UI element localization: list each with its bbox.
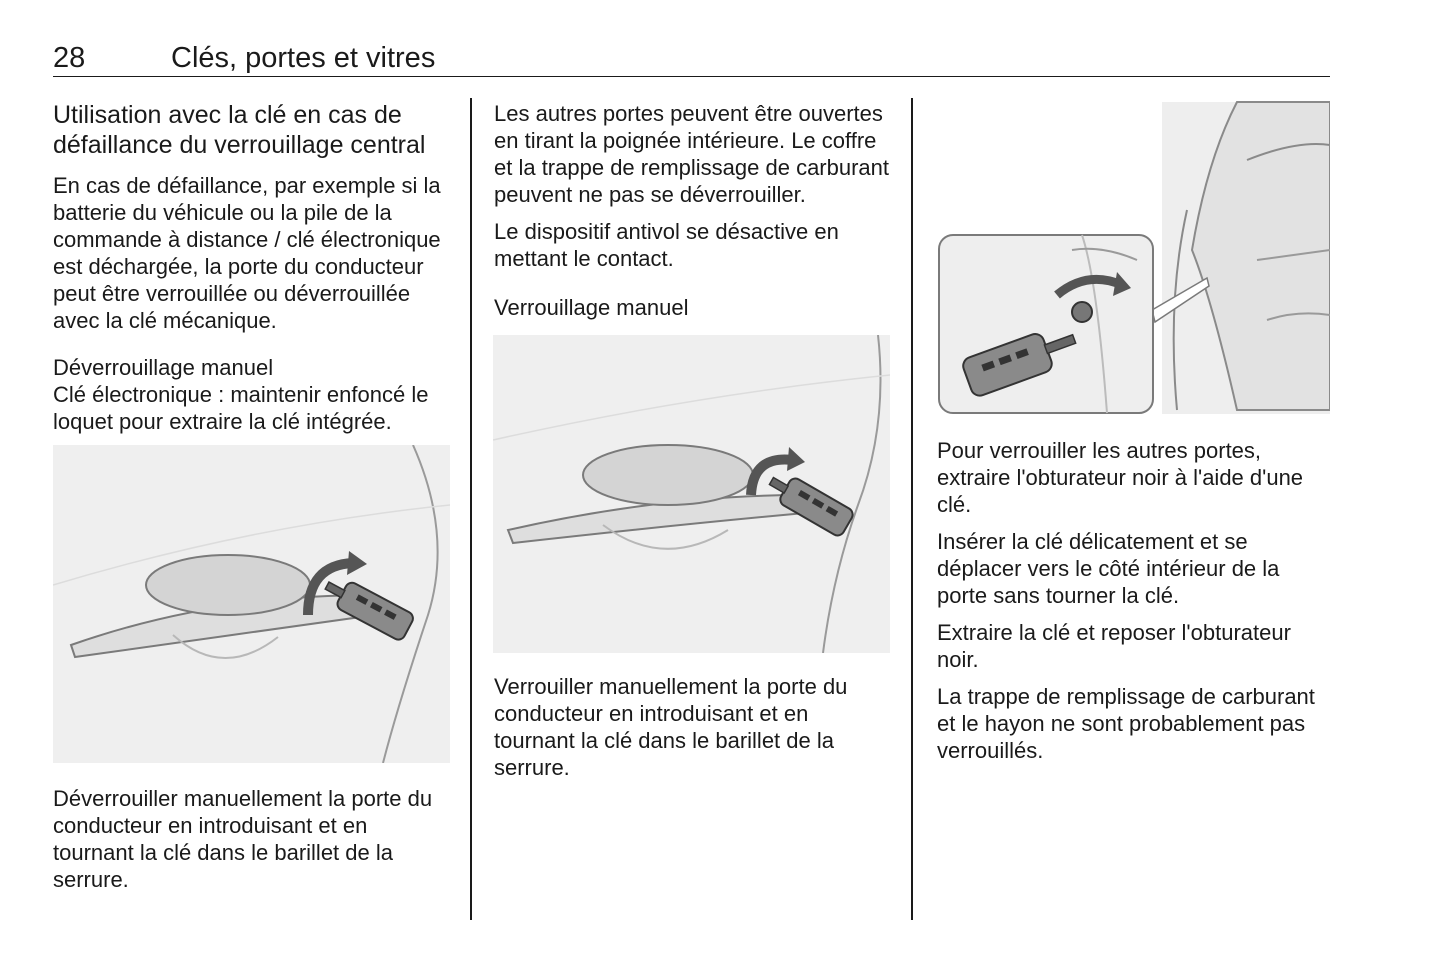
lock-caption: Verrouiller manuellement la porte du conducteur en introduisant et en tournant la clé dans le barillet de la serrure. xyxy=(494,674,848,780)
column-divider-left xyxy=(470,98,472,920)
key-instructions: Clé électronique : maintenir enfoncé le loquet pour extraire la clé intégrée. xyxy=(53,382,429,434)
unlock-illustration xyxy=(53,445,450,763)
column-divider-right xyxy=(911,98,913,920)
page-number: 28 xyxy=(53,42,86,74)
antitheft-paragraph: Le dispositif antivol se désactive en mettant le contact. xyxy=(494,219,839,271)
page-header xyxy=(53,40,1330,77)
column-3 xyxy=(937,100,1332,774)
lock-drawing xyxy=(493,335,890,653)
chapter-title: Clés, portes et vitres xyxy=(171,42,436,74)
cover-paragraph-1: Pour verrouiller les autres portes, extraire l'obturateur noir à l'aide d'une clé. xyxy=(937,438,1304,517)
column-1 xyxy=(53,100,450,903)
lock-illustration xyxy=(493,335,890,653)
unlock-drawing xyxy=(53,445,450,763)
cover-drawing xyxy=(937,100,1330,415)
subheading-lock: Verrouillage manuel xyxy=(494,295,689,320)
column-2 xyxy=(494,100,891,791)
cover-paragraph-4: La trappe de remplissage de carburant et le hayon ne sont probablement pas verrouillés. xyxy=(937,684,1315,763)
intro-paragraph: En cas de défaillance, par exemple si la batterie du véhicule ou la pile de la commande à distance / clé électronique est déchargée, la porte du conducteur peut être verrouillée ou déverrouillée avec la clé mécanique. xyxy=(53,173,441,333)
cover-paragraph-2: Insérer la clé délicatement et se déplacer vers le côté intérieur de la porte sans tourner la clé. xyxy=(937,529,1280,608)
cover-paragraph-3: Extraire la clé et reposer l'obturateur noir. xyxy=(937,620,1291,672)
subheading-unlock: Déverrouillage manuel xyxy=(53,355,274,380)
section-heading: Utilisation avec la clé en cas de défaillance du verrouillage central xyxy=(53,101,426,159)
cover-illustration xyxy=(937,100,1330,415)
doors-paragraph: Les autres portes peuvent être ouvertes en tirant la poignée intérieure. Le coffre et la trappe de remplissage de carburant peuvent ne pas se déverrouiller. xyxy=(494,101,890,207)
unlock-caption: Déverrouiller manuellement la porte du conducteur en introduisant et en tournant la clé dans le barillet de la serrure. xyxy=(53,786,433,892)
